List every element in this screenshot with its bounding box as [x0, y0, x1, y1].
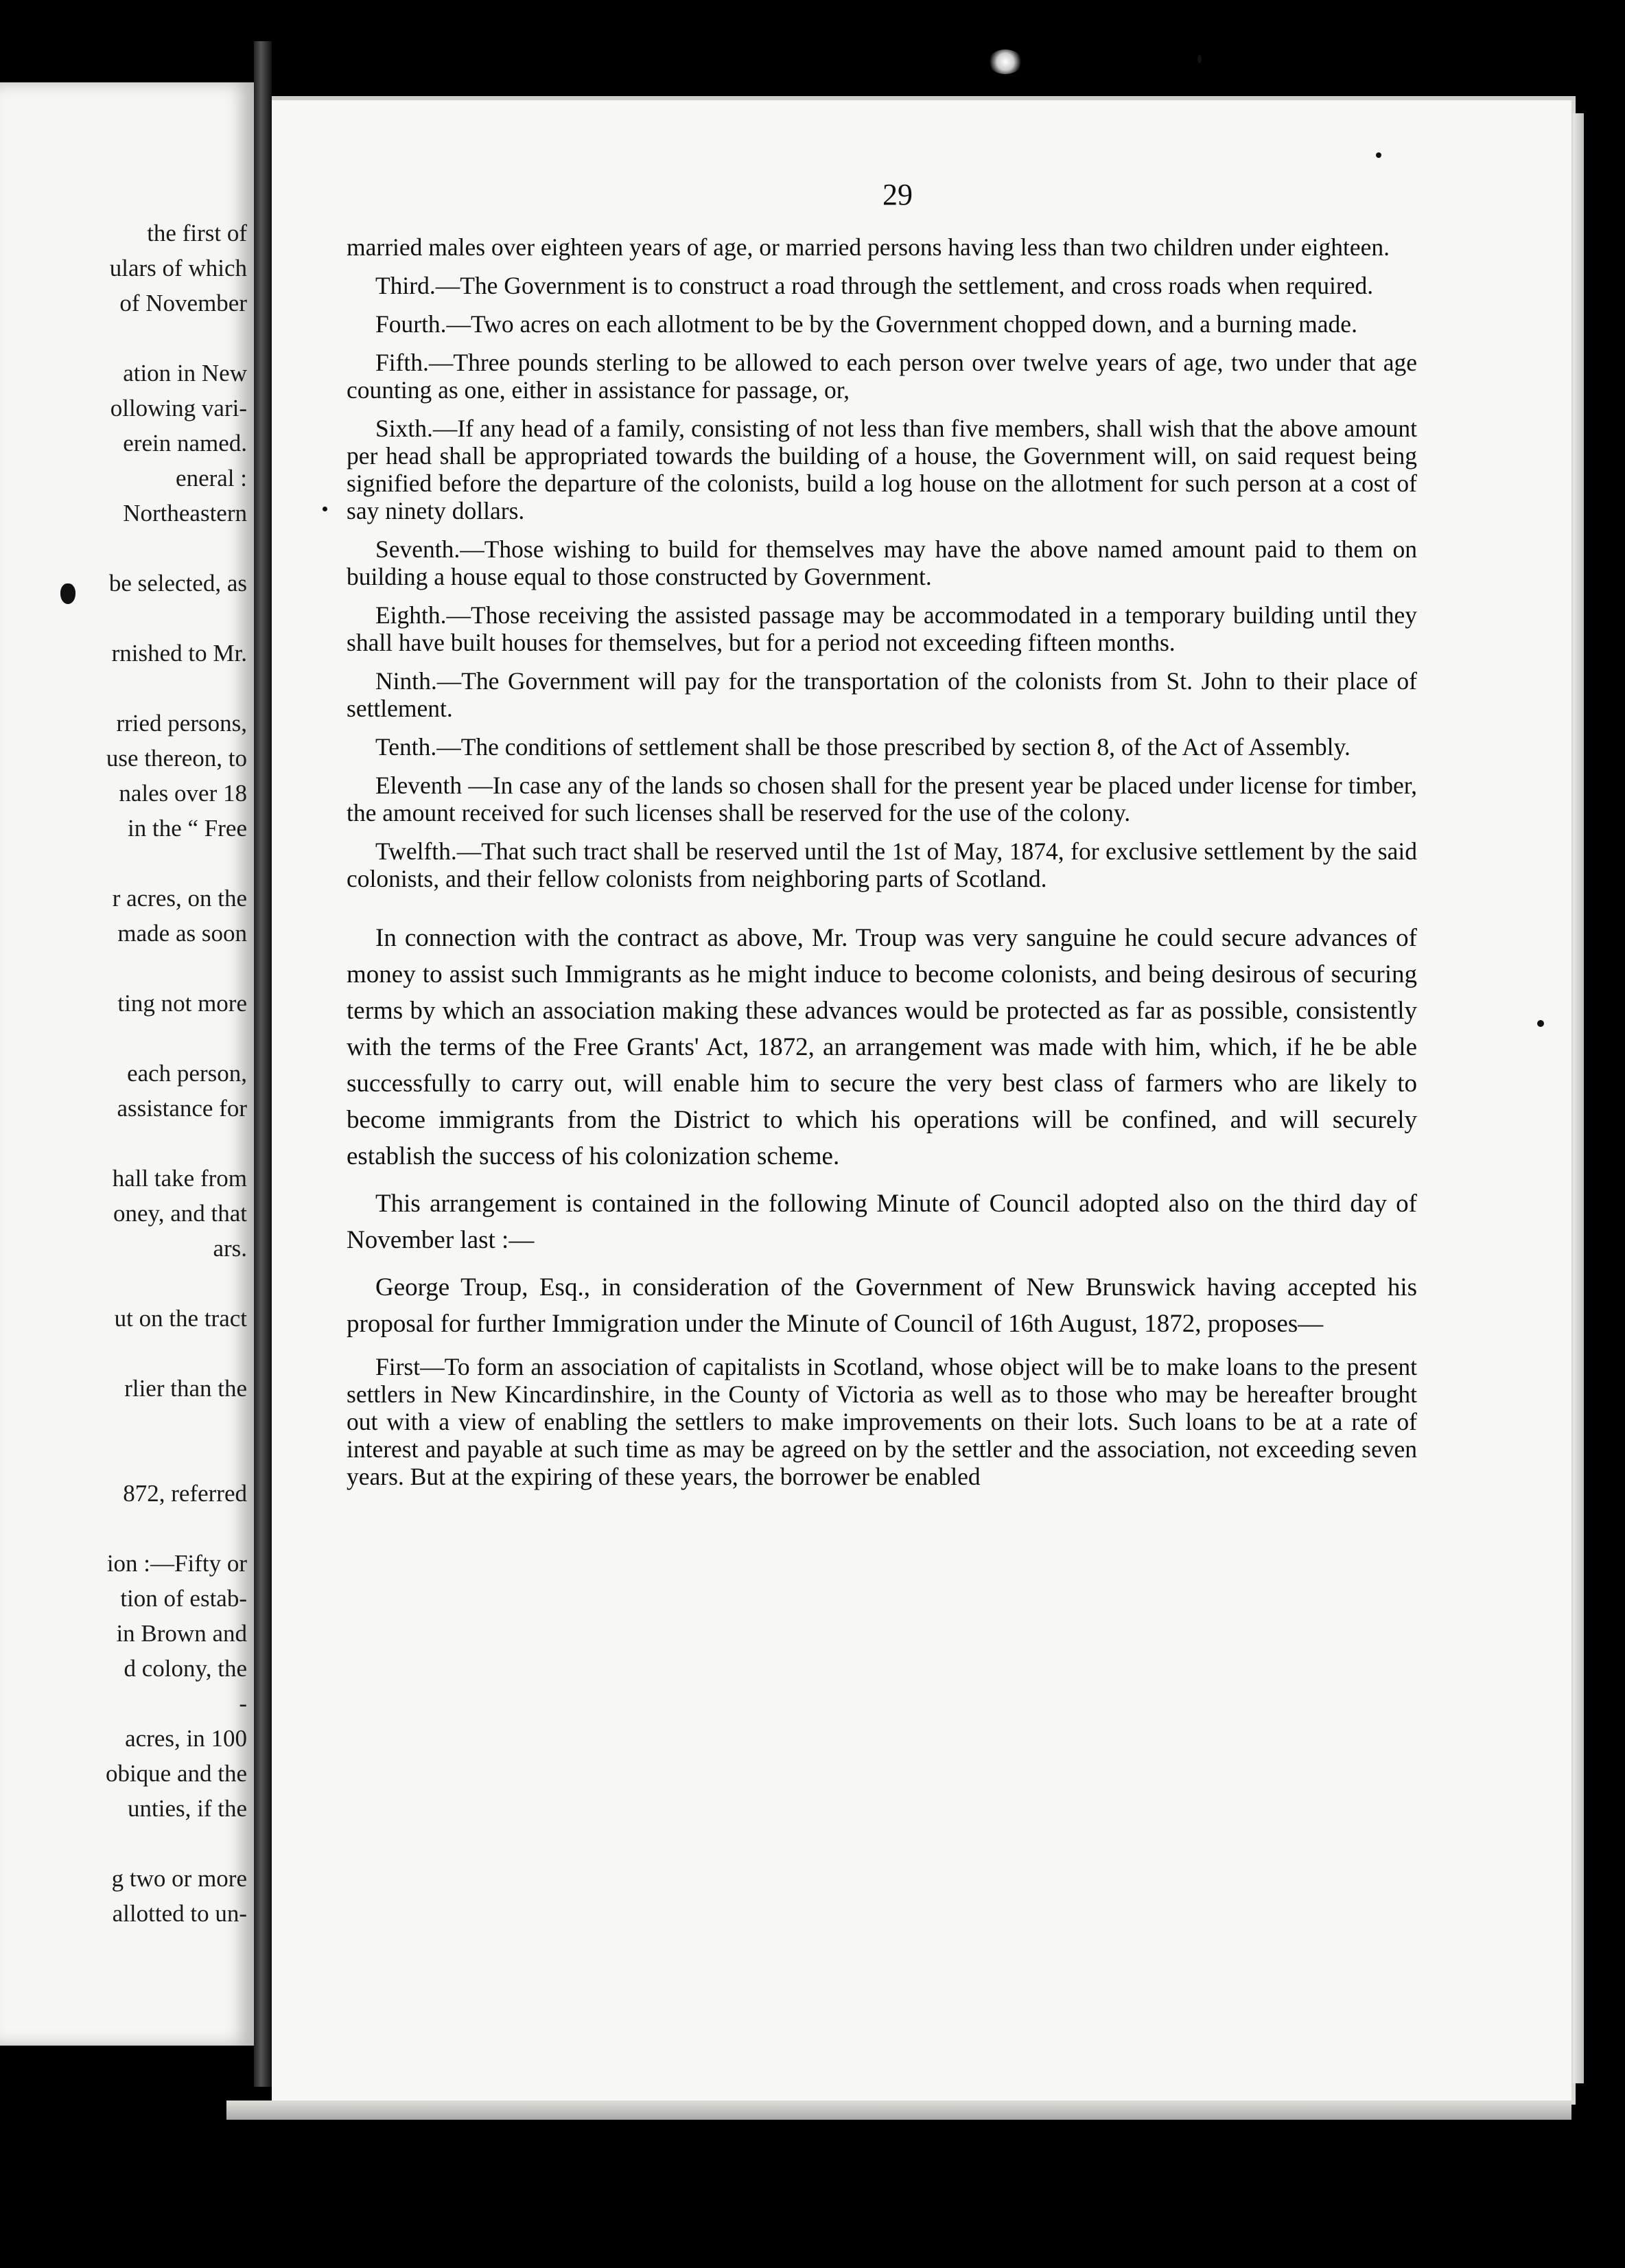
left-page-line: ut on the tract — [114, 1305, 247, 1332]
paragraph-tenth: Tenth.—The conditions of settlement shall be those prescribed by section 8, of the Act of Assembly. — [375, 733, 1351, 761]
left-page-line: obique and the — [105, 1760, 247, 1787]
left-page-line: rried persons, — [116, 710, 247, 737]
left-page-line: ion :—Fifty or — [106, 1550, 247, 1577]
left-page-line: allotted to un- — [112, 1900, 247, 1927]
left-page-line: acres, in 100 — [125, 1725, 247, 1752]
left-page-line: - — [239, 1690, 247, 1717]
paragraph-arrangement: This arrangement is contained in the following Minute of Council adopted also on the third day of November last :— — [347, 1190, 1417, 1254]
left-page-line: d colony, the — [124, 1655, 247, 1682]
left-facing-page — [0, 82, 254, 2046]
paragraph-twelfth: Twelfth.—That such tract shall be reserved until the 1st of May, 1874, for exclusive settlement by the said colonists, and their fellow colonists from neighboring parts of Scotland. — [347, 837, 1417, 892]
paragraph-seventh: Seventh.—Those wishing to build for themselves may have the above named amount paid to them on building a house equal to those constructed by Government. — [347, 535, 1417, 590]
left-page-line: in the “ Free — [128, 815, 247, 842]
left-page-line: r acres, on the — [112, 885, 247, 912]
scan-blot — [988, 49, 1022, 74]
left-page-line: oney, and that — [113, 1200, 247, 1227]
paragraph-third: Third.—The Government is to construct a road through the settlement, and cross roads when required. — [375, 272, 1374, 299]
left-page-line: nales over 18 — [119, 780, 247, 807]
left-page-line: of November — [119, 290, 247, 316]
left-page-line: assistance for — [117, 1095, 247, 1122]
scan-speck — [1197, 55, 1202, 63]
paragraph-ninth: Ninth.—The Government will pay for the transportation of the colonists from St. John to their place of settlement. — [347, 667, 1417, 722]
paragraph-first: First—To form an association of capitalists in Scotland, whose object will be to make loans to the present settlers in New Kincardinshire, in the County of Victoria as well as to those who may be hereafter brought out with a view of enabling the settlers to make improvements on their lots. Such loans to be at a rate of interest and payable at such time as may be agreed on by the settler and the association, not exceeding seven years. But at the expiring of these years, the borrower be enabled — [347, 1353, 1417, 1490]
left-page-line: be selected, as — [108, 570, 247, 597]
paragraph-fourth: Fourth.—Two acres on each allotment to be by the Government chopped down, and a burning made. — [375, 310, 1357, 338]
scan-speck — [1376, 152, 1381, 158]
left-page-line: in Brown and — [116, 1620, 247, 1647]
left-page-line: ars. — [213, 1235, 247, 1262]
left-page-line: the first of — [147, 220, 247, 246]
left-page-line: erein named. — [123, 430, 247, 456]
left-page-line: ation in New — [123, 360, 247, 386]
left-page-line: ting not more — [117, 990, 247, 1017]
paragraph-connection: In connection with the contract as above, Mr. Troup was very sanguine he could secure advances of money to assist such Immigrants as he might induce to become colonists, and being desirous of securing terms by which an association making these advances would be protected as far as possible, consistently with the terms of the Free Grants' Act, 1872, an arrangement was made with him, which, if he be able successfully to carry out, will enable him to secure the very best class of farmers who are likely to become immigrants from the District to which his operations will be confined, and will securely establish the success of his colonization scheme. — [347, 924, 1417, 1170]
left-page-line: unties, if the — [128, 1795, 247, 1822]
left-page-line: made as soon — [117, 920, 247, 947]
left-page-line: 872, referred — [123, 1480, 247, 1507]
paragraph-fifth: Fifth.—Three pounds sterling to be allowed to each person over twelve years of age, two under that age counting as one, either in assistance for passage, or, — [347, 349, 1417, 404]
paragraph-sixth: Sixth.—If any head of a family, consisting of not less than five members, shall wish that the above amount per head shall be appropriated towards the building of a house, the Government will, on said request being signified before the departure of the colonists, build a log house on the allotment for such person at a cost of say ninety dollars. — [347, 415, 1417, 524]
book-gutter — [254, 41, 272, 2087]
body-text — [347, 233, 1417, 1501]
left-page-line: each person, — [127, 1060, 247, 1087]
page-bottom-edge — [226, 2101, 1571, 2120]
left-page-line: rnished to Mr. — [111, 640, 247, 667]
paragraph-eleventh: Eleventh —In case any of the lands so chosen shall for the present year be placed under license for timber, the amount received for such licenses shall be reserved for the use of the colony. — [347, 772, 1417, 826]
left-page-line: g two or more — [111, 1865, 247, 1892]
left-page-line: use thereon, to — [106, 745, 247, 772]
paragraph-george-troup: George Troup, Esq., in consideration of the Government of New Brunswick having accepted his proposal for further Immigration under the Minute of Council of 16th August, 1872, proposes— — [347, 1273, 1417, 1338]
left-page-line: ulars of which — [109, 255, 247, 281]
left-page-line: hall take from — [112, 1165, 247, 1192]
left-page-line: tion of estab- — [120, 1585, 247, 1612]
page-number: 29 — [882, 178, 913, 211]
page-edge — [1573, 113, 1584, 2083]
paragraph-continuation: married males over eighteen years of age, or married persons having less than two children under eighteen. — [347, 233, 1390, 261]
scan-speck — [323, 507, 327, 511]
left-page-line: eneral : — [176, 465, 247, 491]
scan-speck — [1537, 1020, 1544, 1027]
left-page-line: ollowing vari- — [110, 395, 247, 421]
left-page-line: rlier than the — [124, 1375, 247, 1402]
paragraph-eighth: Eighth.—Those receiving the assisted passage may be accommodated in a temporary building until they shall have built houses for themselves, but for a period not exceeding fifteen months. — [347, 601, 1417, 656]
left-page-line: Northeastern — [123, 500, 247, 526]
